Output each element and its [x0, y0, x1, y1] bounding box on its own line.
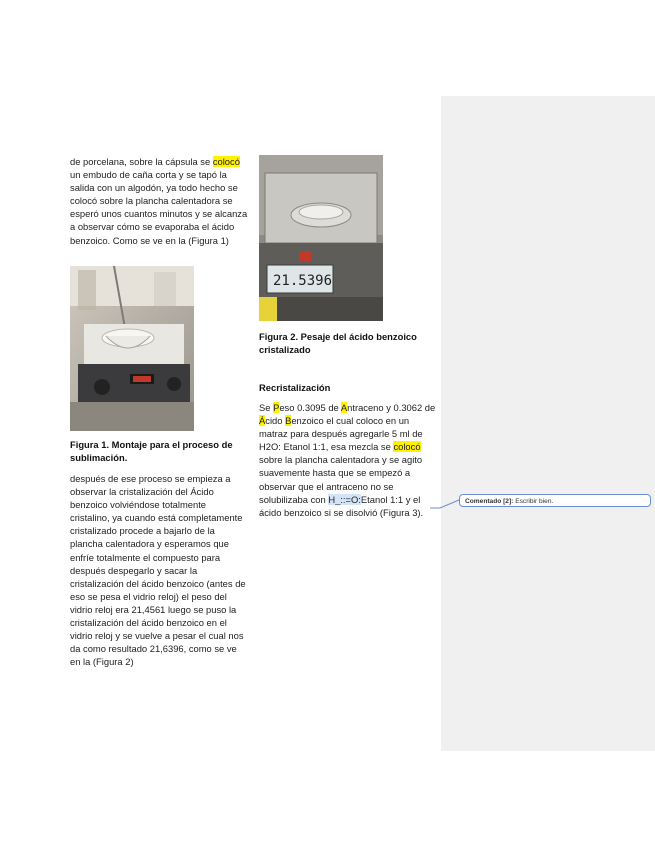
column-left — [70, 155, 248, 247]
comments-pane — [441, 96, 655, 751]
column-left-continued — [70, 472, 248, 668]
paragraph-intro: de porcelana, sobre la cápsula se colocó un embudo de caña corta y se tapó la salida con un algodón, ya todo hecho se colocó sobre la plancha calentadora se esperó unos cuantos minutos y se alcanza a observar cómo se evaporaba el ácido benzoico. Como se ve en la (Figura 1) — [70, 156, 248, 246]
figure2-caption: Figura 2. Pesaje del ácido benzoico cristalizado — [259, 331, 417, 355]
figure2-image — [259, 155, 383, 321]
comment-balloon[interactable] — [459, 494, 651, 507]
paragraph-crystallization: después de ese proceso se empieza a observar la cristalización del Ácido benzoico volviéndose totalmente cristalino, ya cuando está completamente cristalizado procede a bajarlo de la plancha calentadora y esperamos que enfríe totalmente el compuesto para después despegarlo y sacar la cristalización del ácido benzoico (antes de eso se pesa el vidrio reloj) el peso del vidrio reloj era 21,4561 luego se puso la cristalización del ácido benzoico en el vidrio reloj y se vuelve a pesar el cual nos da como resultado 21,6396, como se ve en la (Figura 2) — [70, 473, 246, 668]
commented-text[interactable]: H_::=O: — [328, 493, 361, 505]
highlighted-word: colocó — [212, 156, 240, 167]
svg-text:21.5396: 21.5396 — [273, 273, 333, 289]
section-heading: Recristalización — [259, 382, 331, 393]
figure1-caption: Figura 1. Montaje para el proceso de sublimación. — [70, 439, 233, 463]
comment-label: Comentado [2]: — [465, 498, 514, 505]
column-right — [259, 401, 439, 519]
paragraph-recrystallization: Se Peso 0.3095 de Antraceno y 0.3062 de Ácido Benzoico el cual coloco en un matraz para después agregarle 5 ml de H2O: Etanol 1:1, esa mezcla se colocó sobre la plancha calentadora y se agito suavemente hasta que se empezó a observar que el antraceno no se solubilizaba con H_::=O:Etanol 1:1 y el ácido benzoico si se disolvió (Figura 3). — [259, 402, 436, 518]
comment-text: Escribir bien. — [515, 498, 554, 505]
figure1-image — [70, 266, 194, 431]
